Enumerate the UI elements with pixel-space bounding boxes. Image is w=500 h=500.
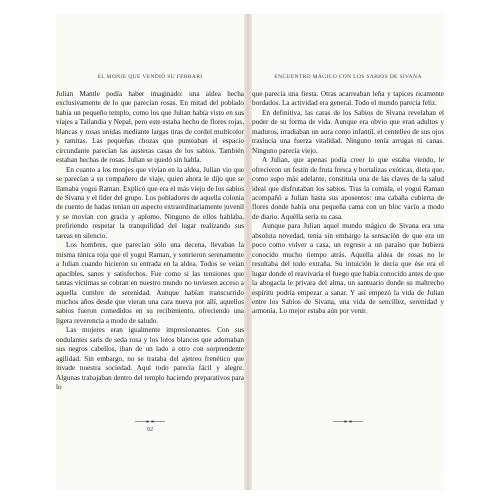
left-page [56, 14, 244, 490]
right-ornament-icon [331, 419, 365, 424]
book-gutter [244, 14, 252, 490]
right-paragraph-1: que parecía una fiesta. Otras acarreaban leña y tapices ricamente bordados. La actividad era general. Todo el mundo parecía feliz. [252, 90, 444, 108]
right-page-text [252, 90, 444, 317]
right-page [252, 14, 444, 490]
left-paragraph-1: Julian Mantle podía haber imaginado: una aldea hecha exclusivamente de lo que parecían rosas. En mitad del poblado había un pequeño templo, como los que Julian había visto en sus viajes a Tailandia y Nepal, pero este estaba hecho de flores rojas, blancas y rosas unidas mediante largas tiras de cordel multicolor y ramitas. Las pequeñas chozas que punteaban el espacio circundante parecían las austeras casas de los sabios. También estaban hechas de rosas. Julian se quedó sin habla. [56, 90, 244, 165]
left-paragraph-3: Los hombres, que parecían sólo una decena, llevaban la misma túnica roja que el yogui Raman, y sonrieron serenamente a Julian cuando hicieron su entrada en la aldea. Todos se veían apacibles, sanos y satisfechos. Fue como si las tensiones que tantas víctimas se cobran en nuestro mundo no tuviesen acceso a aquella cumbre de serenidad. Aunque habían transcurrido muchos años desde que vieran una cara nueva por allí, aquellos sabios fueron comedidos en su recibimiento, ofreciendo una ligera reverencia a modo de saludo. [56, 241, 244, 325]
right-paragraph-4: Aunque para Julian aquel mundo mágico de Sivana era una absoluta novedad, tenía sin embargo la sensación de que era un poco como volver a casa, un regreso a un paraíso que hubiera conocido mucho tiempo atrás. Aquella aldea de rosas no le resultaba del todo extraña. Su intuición le decía que ése era el lugar donde el reavivaría el fuego que había conocido antes de que la abogacía le privara del alma, un santuario donde su maltrecho espíritu podría empezar a sanar. Y así empezó la vida de Julian entre los Sabios de Sivana, una vida de sencillez, serenidad y armonía. Lo mejor estaba aún por venir. [252, 222, 444, 316]
right-paragraph-2: En definitiva, las caras de los Sabios de Sivana revelaban el poder de su forma de vida. Aunque era obvio que eran adultos y maduros, irradiaban un aura como infantil, el centelleo de sus ojos traslucía una fuerza vitalidad. Ninguno tenía arrugas ni canas. Ninguno parecía viejo. [252, 108, 444, 155]
left-page-text [56, 90, 244, 393]
left-paragraph-4: Las mujeres eran igualmente impresionantes. Con sus ondulantes saris de seda rosa y los lotos blancos que adornaban sus negros cabellos, iban de un lado a otro con sorprendente agilidad. Sin embargo, no se trataba del ajetreo frenético que invade nuestra sociedad. Aquí todo parecía fácil y alegre. Algunas trabajaban dentro del templo haciendo preparativos para lo [56, 326, 244, 392]
right-running-head: ENCUENTRO MÁGICO CON LOS SABIOS DE SIVANA [274, 74, 422, 80]
left-running-head: EL MONJE QUE VENDIÓ SU FERRARI [97, 74, 203, 80]
left-page-number: 92 [146, 426, 154, 433]
left-ornament-icon [133, 419, 167, 424]
left-paragraph-2: En cuanto a los monjes que vivían en la aldea, Julian vio que se parecían a su compañero de viaje, quien ahora le dijo que se llamaba yogui Raman. Explicó que era el más viejo de los sabios de Sivana y el líder del grupo. Los pobladores de aquella colonia de cuento de hadas tenían un aspecto extraordinariamente juvenil y se movían con gracia y aplomo. Ninguno de ellos hablaba, prefiriendo respetar la tranquilidad del lugar realizando sus tareas en silencio. [56, 165, 244, 240]
right-paragraph-3: A Julian, que apenas podía creer lo que estaba viendo, le ofrecieron un festín de fruta fresca y hortalizas exóticas, dieta que, como supo más adelante, constituía una de las claves de la salud ideal que disfrutaban los sabios. Tras la comida, el yogui Raman acompañó a Julian hasta sus aposentos: una cabaña cubierta de flores donde había una pequeña cama con un bloc vacío a modo de diario. Aquélla sería su casa. [252, 156, 444, 221]
